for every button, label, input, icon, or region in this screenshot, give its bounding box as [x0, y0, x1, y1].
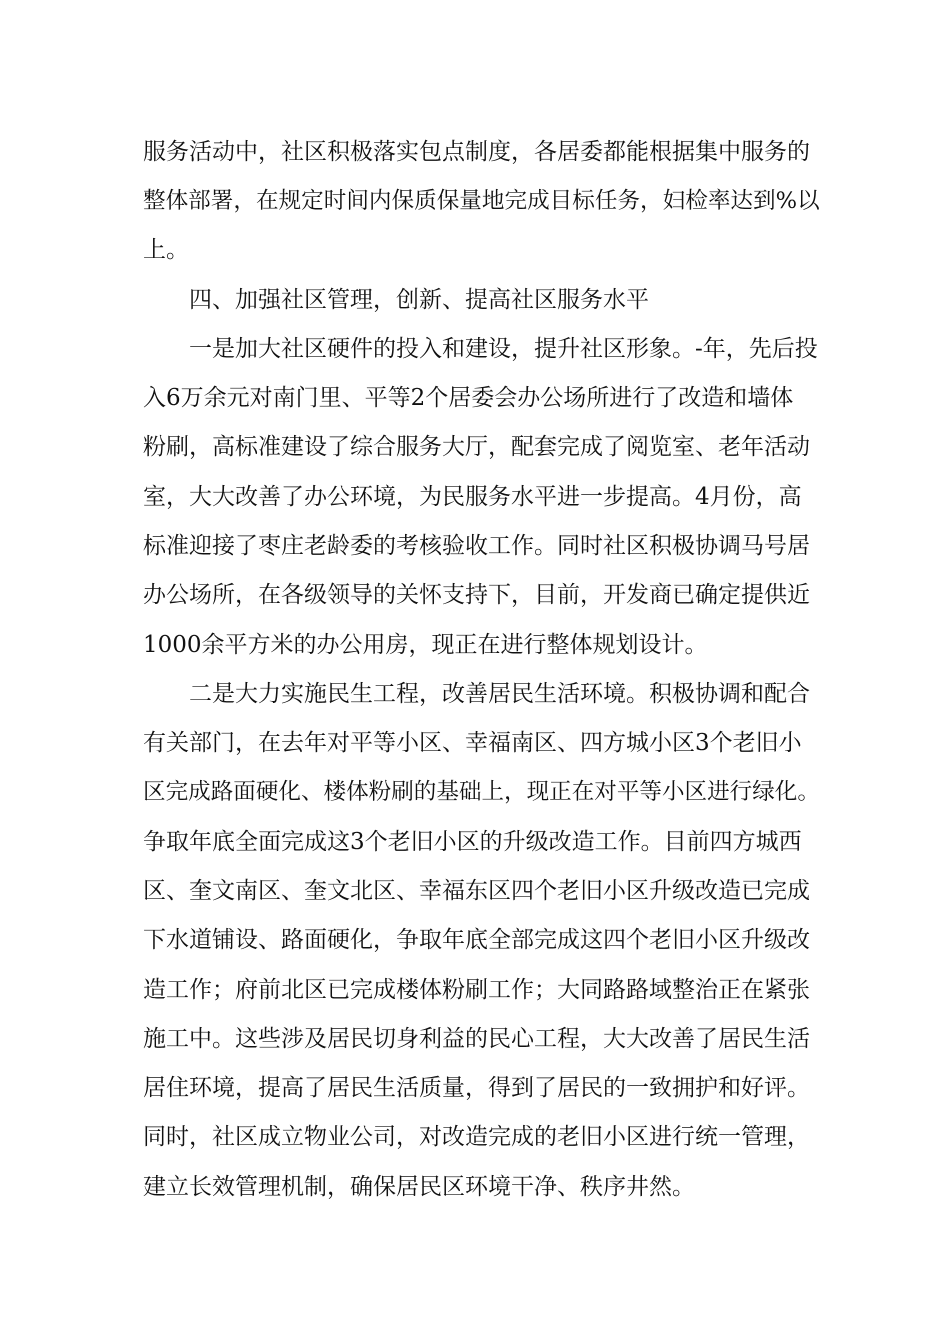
- text-line: [0, 331, 950, 367]
- text-line-content: 区完成路面硬化、楼体粉刷的基础上，现正在对平等小区进行绿化。: [143, 779, 820, 805]
- text-line-content: 整体部署，在规定时间内保质保量地完成目标任务，妇检率达到%以: [143, 188, 820, 214]
- text-line-content: 一是加大社区硬件的投入和建设，提升社区形象。-年，先后投: [189, 336, 818, 362]
- text-line: [0, 528, 950, 564]
- text-line-content: 室，大大改善了办公环境，为民服务水平进一步提高。4月份，高: [143, 484, 802, 510]
- text-line-content: 同时，社区成立物业公司，对改造完成的老旧小区进行统一管理，: [143, 1124, 810, 1150]
- section-heading-text: 四、加强社区管理，创新、提高社区服务水平: [189, 287, 649, 313]
- text-line: [0, 429, 950, 465]
- text-line: [0, 627, 950, 663]
- text-line: [0, 824, 950, 860]
- text-line: [0, 232, 950, 268]
- text-line-content: 造工作；府前北区已完成楼体粉刷工作；大同路路域整治正在紧张: [143, 977, 810, 1003]
- text-line-content: 下水道铺设、路面硬化，争取年底全部完成这四个老旧小区升级改: [143, 927, 810, 953]
- text-line-content: 区、奎文南区、奎文北区、幸福东区四个老旧小区升级改造已完成: [143, 878, 810, 904]
- text-line: [0, 676, 950, 712]
- text-line-content: 入6万余元对南门里、平等2个居委会办公场所进行了改造和墙体: [143, 385, 794, 411]
- text-line-content: 二是大力实施民生工程，改善居民生活环境。积极协调和配合: [189, 681, 810, 707]
- text-line-content: 办公场所，在各级领导的关怀支持下，目前，开发商已确定提供近: [143, 582, 810, 608]
- text-line-content: 建立长效管理机制，确保居民区环境干净、秩序井然。: [143, 1174, 695, 1200]
- text-line-content: 有关部门，在去年对平等小区、幸福南区、四方城小区3个老旧小: [143, 730, 802, 756]
- text-line: [0, 134, 950, 170]
- text-line: [0, 972, 950, 1008]
- text-line-content: 上。: [143, 237, 189, 263]
- text-line: [0, 479, 950, 515]
- text-line: [0, 1070, 950, 1106]
- text-line: [0, 725, 950, 761]
- text-line: [0, 1021, 950, 1057]
- text-line: [0, 873, 950, 909]
- text-line: [0, 774, 950, 810]
- text-line-content: 施工中。这些涉及居民切身利益的民心工程，大大改善了居民生活: [143, 1026, 810, 1052]
- text-line: [0, 1119, 950, 1155]
- section-heading: [0, 282, 950, 318]
- text-line-content: 服务活动中，社区积极落实包点制度，各居委都能根据集中服务的: [143, 139, 810, 165]
- text-line: [0, 577, 950, 613]
- text-line-content: 居住环境，提高了居民生活质量，得到了居民的一致拥护和好评。: [143, 1075, 810, 1101]
- text-line-content: 1000余平方米的办公用房，现正在进行整体规划设计。: [143, 632, 708, 658]
- text-line: [0, 1169, 950, 1205]
- text-line: [0, 183, 950, 219]
- text-line-content: 争取年底全面完成这3个老旧小区的升级改造工作。目前四方城西: [143, 829, 802, 855]
- text-line: [0, 380, 950, 416]
- text-line: [0, 922, 950, 958]
- text-line-content: 粉刷，高标准建设了综合服务大厅，配套完成了阅览室、老年活动: [143, 434, 810, 460]
- text-line-content: 标准迎接了枣庄老龄委的考核验收工作。同时社区积极协调马号居: [143, 533, 810, 559]
